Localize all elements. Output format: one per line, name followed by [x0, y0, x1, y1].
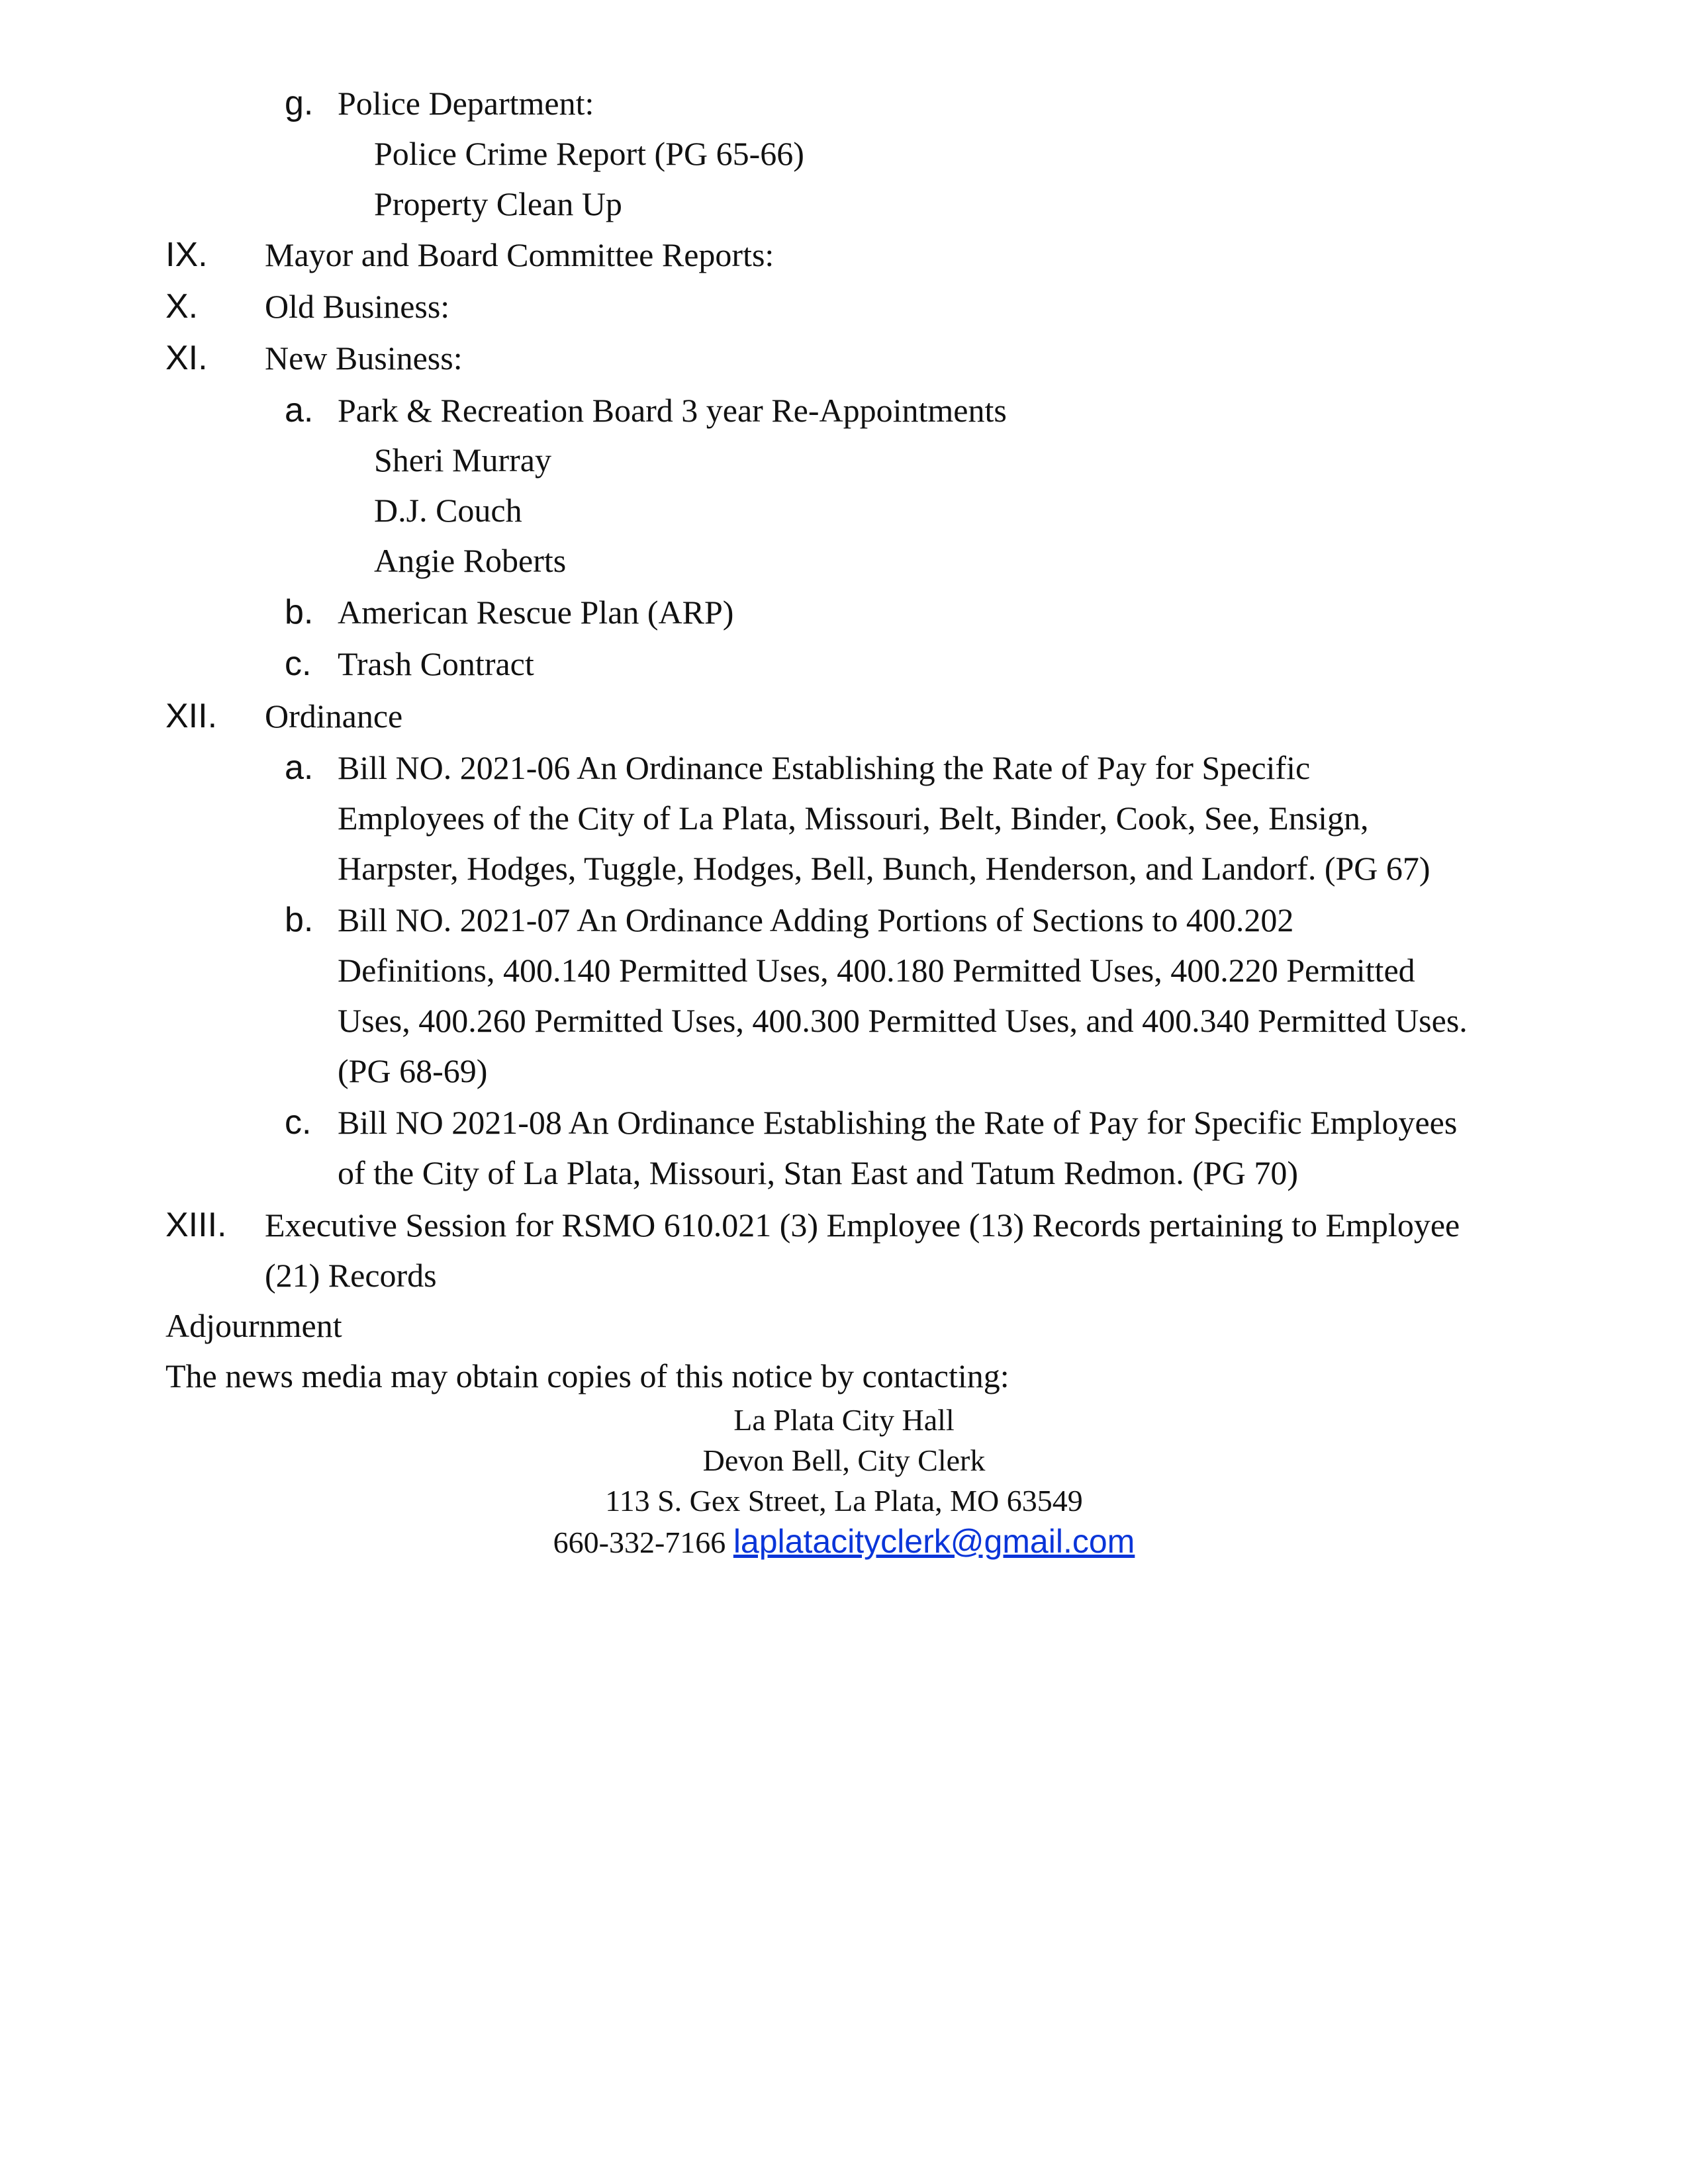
contact-email-link[interactable]: laplatacityclerk@gmail.com	[733, 1523, 1135, 1560]
section-title-xii: Ordinance	[265, 698, 403, 735]
police-crime-report: Police Crime Report (PG 65-66)	[374, 135, 804, 172]
trash-contract-item: Trash Contract	[338, 645, 534, 682]
police-department-heading: Police Department:	[338, 85, 594, 122]
item-marker-xi-a: a.	[285, 391, 314, 430]
contact-address: 113 S. Gex Street, La Plata, MO 63549	[605, 1484, 1083, 1518]
section-numeral-xi: XI.	[165, 339, 208, 377]
section-title-ix: Mayor and Board Committee Reports:	[265, 236, 774, 273]
section-title-xi: New Business:	[265, 340, 463, 377]
contact-office: La Plata City Hall	[733, 1403, 955, 1437]
american-rescue-plan-item: American Rescue Plan (ARP)	[338, 594, 734, 631]
contact-clerk: Devon Bell, City Clerk	[702, 1443, 986, 1477]
section-numeral-xiii: XIII.	[165, 1206, 227, 1244]
appointee-name: Sheri Murray	[374, 441, 551, 478]
park-recreation-item: Park & Recreation Board 3 year Re-Appointments	[338, 392, 1007, 429]
bill-2021-06-line: Harpster, Hodges, Tuggle, Hodges, Bell, Bunch, Henderson, and Landorf. (PG 67)	[338, 850, 1430, 887]
item-marker-xii-a: a.	[285, 749, 314, 787]
contact-line	[0, 1522, 1688, 1563]
section-numeral-xii: XII.	[165, 697, 218, 735]
item-marker-xi-b: b.	[285, 593, 314, 631]
item-marker-xi-c: c.	[285, 645, 312, 683]
bill-2021-06-line: Employees of the City of La Plata, Missouri, Belt, Binder, Cook, See, Ensign,	[338, 799, 1369, 837]
bill-2021-08-line: Bill NO 2021-08 An Ordinance Establishing the Rate of Pay for Specific Employees	[338, 1104, 1458, 1141]
item-marker-xii-b: b.	[285, 901, 314, 939]
section-numeral-x: X.	[165, 287, 199, 326]
bill-2021-07-line: (PG 68-69)	[338, 1052, 488, 1089]
bill-2021-07-line: Definitions, 400.140 Permitted Uses, 400.180 Permitted Uses, 400.220 Permitted	[338, 952, 1415, 989]
bill-2021-07-line: Uses, 400.260 Permitted Uses, 400.300 Permitted Uses, and 400.340 Permitted Uses.	[338, 1002, 1468, 1039]
appointee-name: D.J. Couch	[374, 492, 522, 529]
bill-2021-06-line: Bill NO. 2021-06 An Ordinance Establishing the Rate of Pay for Specific	[338, 749, 1311, 786]
bill-2021-07-line: Bill NO. 2021-07 An Ordinance Adding Portions of Sections to 400.202	[338, 901, 1294, 938]
executive-session-line: (21) Records	[265, 1257, 437, 1294]
section-numeral-ix: IX.	[165, 236, 208, 274]
section-title-x: Old Business:	[265, 288, 450, 325]
bill-2021-08-line: of the City of La Plata, Missouri, Stan East and Tatum Redmon. (PG 70)	[338, 1154, 1298, 1191]
media-notice: The news media may obtain copies of this notice by contacting:	[165, 1357, 1009, 1394]
contact-phone: 660-332-7166	[553, 1525, 726, 1559]
item-marker-g: g.	[285, 84, 314, 122]
appointee-name: Angie Roberts	[374, 542, 567, 579]
adjournment: Adjournment	[165, 1307, 342, 1344]
item-marker-xii-c: c.	[285, 1103, 312, 1142]
executive-session-line: Executive Session for RSMO 610.021 (3) Employee (13) Records pertaining to Employee	[265, 1206, 1460, 1244]
property-clean-up: Property Clean Up	[374, 185, 622, 222]
